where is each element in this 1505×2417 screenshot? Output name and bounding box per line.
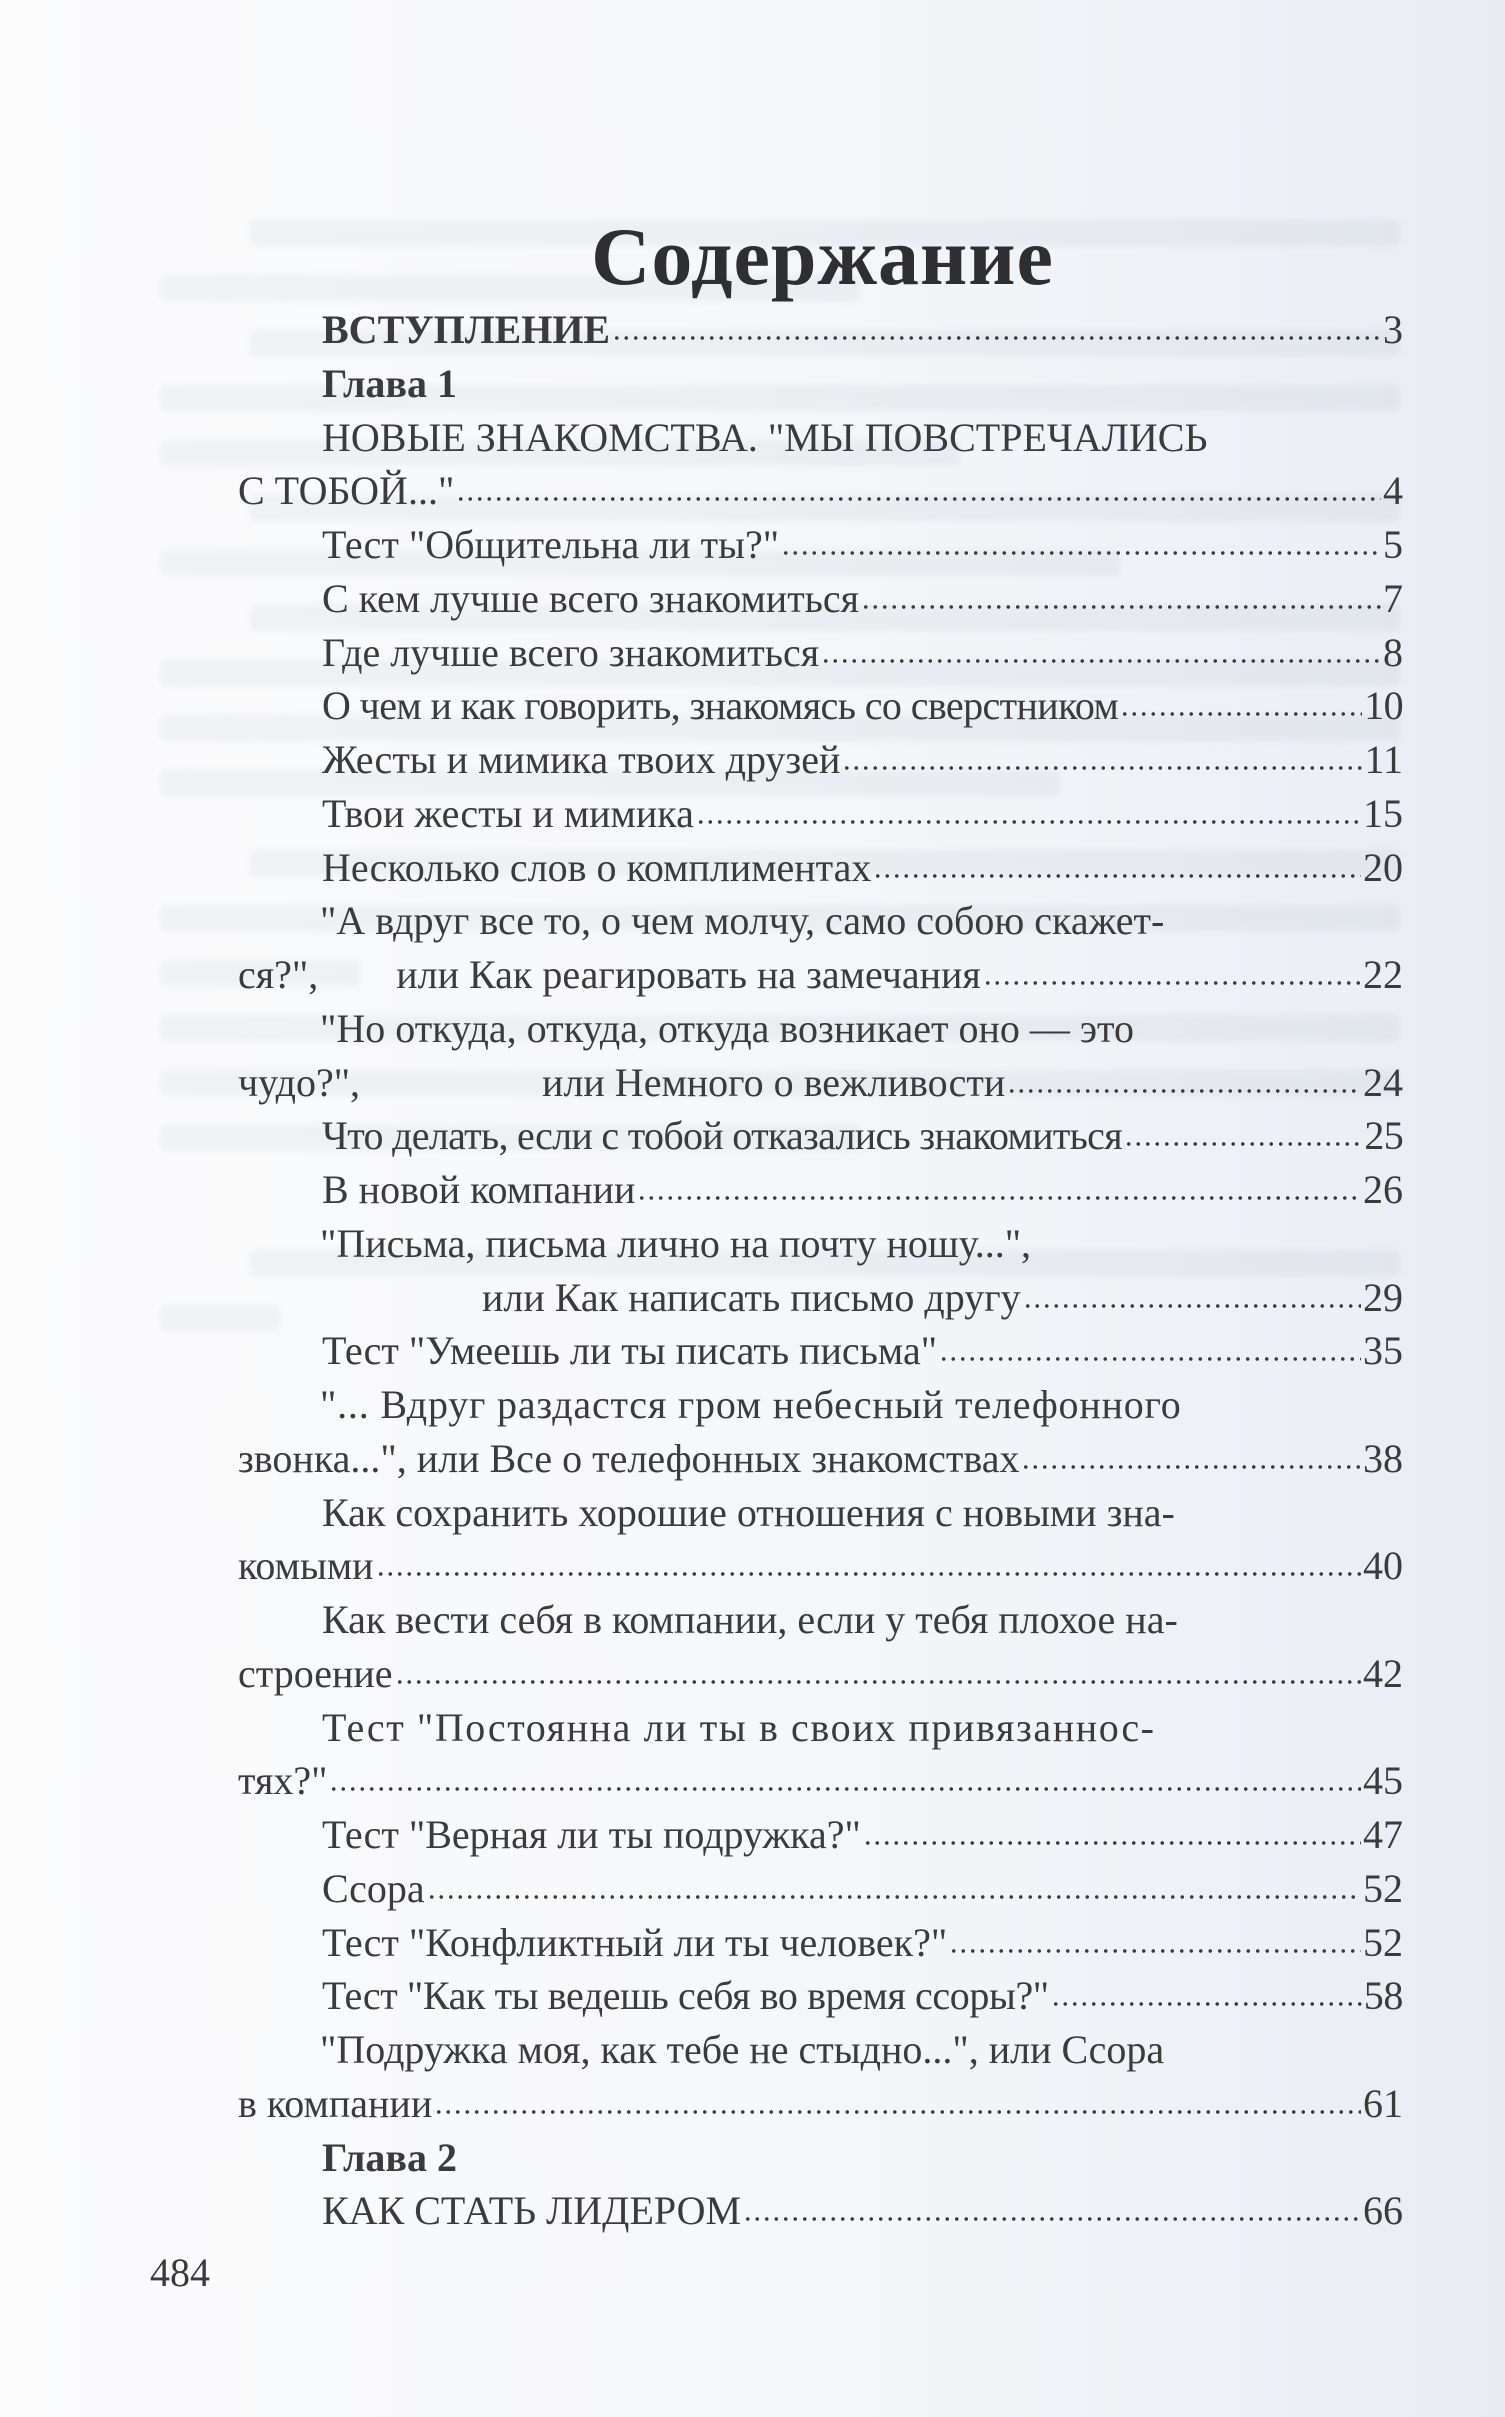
toc-entry-title: О чем и как говорить, знакомясь со сверстником [322,683,1119,728]
toc-entry[interactable] [238,1378,1403,1432]
toc-entry[interactable] [238,1109,1403,1163]
toc-entry-page: 42 [1363,1651,1403,1696]
toc-entry-title: НОВЫЕ ЗНАКОМСТВА. "МЫ ПОВСТРЕЧАЛИСЬ [322,415,1208,460]
dot-leader [696,817,1361,827]
toc-entry-page: 26 [1363,1167,1403,1212]
toc-entry-title: чудо?", [238,1060,361,1105]
toc-entry-title: ся?", [238,952,319,997]
toc-entry-page: 66 [1363,2188,1403,2233]
page-title: Содержание [591,211,1054,302]
dot-leader [743,2214,1361,2224]
toc-entry-page: 8 [1383,630,1403,675]
toc-entry[interactable] [238,1808,1403,1862]
toc-entry-page: 38 [1363,1436,1403,1481]
dot-leader [939,1354,1361,1364]
toc-entry-continuation[interactable] [238,1432,1403,1486]
dot-leader [821,656,1381,666]
dot-leader [949,1946,1361,1956]
dot-leader [1007,1086,1361,1096]
toc-entry-continuation[interactable] [238,1539,1403,1593]
toc-entry-title: Как вести себя в компании, если у тебя плохое на- [322,1597,1178,1642]
toc-entry-title: "Письма, письма лично на почту ношу...", [320,1221,1032,1266]
toc-entry-title: Что делать, если с тобой отказались знакомиться [322,1113,1122,1158]
toc-entry-title: В новой компании [322,1167,636,1212]
page-number: 484 [150,2250,210,2295]
toc-entry-title: "Подружка моя, как тебе не стыдно...", или Ссора [320,2027,1165,2072]
dot-leader [1021,1462,1361,1472]
toc-entry[interactable] [238,1324,1403,1378]
toc-entry-page: 24 [1363,1060,1403,1105]
toc-entry[interactable] [238,518,1403,572]
toc-entry-subtitle: или Немного о вежливости [542,1060,1006,1105]
toc-entry[interactable] [238,733,1403,787]
toc-entry[interactable] [238,1701,1403,1755]
toc-entry-continuation[interactable] [238,1754,1403,1808]
dot-leader [1051,1999,1362,2009]
dot-leader [863,1838,1361,1848]
toc-entry[interactable] [238,1862,1403,1916]
toc-entry-title: Тест "Конфликтный ли ты человек?" [322,1920,948,1965]
toc-entry-title: в компании [238,2081,433,2126]
toc-entry[interactable] [238,1217,1403,1271]
toc-entry[interactable] [238,841,1403,895]
dot-leader [456,494,1381,504]
toc-entry-title: Тест "Общительна ли ты?" [322,522,780,567]
toc-entry-page: 4 [1383,468,1403,513]
toc-entry-title: "А вдруг все то, о чем молчу, само собою скажет- [320,898,1165,943]
toc-entry-page: 5 [1383,522,1403,567]
toc-entry-page: 61 [1363,2081,1403,2126]
toc-entry[interactable] [238,1593,1403,1647]
toc-entry-continuation[interactable] [238,1647,1403,1701]
dot-leader [781,548,1381,558]
toc-entry-page: 20 [1363,845,1403,890]
toc-entry-page: 3 [1383,307,1403,352]
toc-entry-page: 25 [1364,1113,1403,1158]
toc-entry-page: 11 [1364,737,1403,782]
toc-entry[interactable] [238,787,1403,841]
toc-entry-subtitle: или Как реагировать на замечания [396,952,981,997]
toc-entry[interactable] [238,626,1403,680]
toc-entry-title: С кем лучше всего знакомиться [322,576,860,621]
toc-entry[interactable] [238,1486,1403,1540]
toc-entry-page: 45 [1363,1758,1403,1803]
dot-leader [329,1784,1361,1794]
toc-entry-continuation[interactable] [238,1056,1403,1110]
toc-entry[interactable] [238,894,1403,948]
toc-entry-title: Тест "Верная ли ты подружка?" [322,1812,861,1857]
toc-entry-page: 7 [1383,576,1403,621]
dot-leader [1124,1139,1362,1149]
dot-leader [1023,1301,1361,1311]
chapter-label: Глава 1 [322,361,457,406]
toc-entry-title: Жесты и мимика твоих друзей [322,737,841,782]
toc-entry-title: Ссора [322,1866,425,1911]
dot-leader [434,2107,1361,2117]
toc-entry[interactable] [238,1002,1403,1056]
toc-entry-page: 35 [1363,1328,1403,1373]
toc-entry-title: или Как написать письмо другу [482,1275,1021,1320]
toc-entry-continuation[interactable] [238,464,1403,518]
dot-leader [873,871,1361,881]
toc-entry-page: 22 [1363,952,1403,997]
toc-entry-title: "... Вдруг раздастся гром небесный телефонного [320,1382,1182,1427]
dot-leader [376,1569,1361,1579]
toc-entry-title: Твои жесты и мимика [322,791,694,836]
toc-entry[interactable] [238,679,1403,733]
toc-entry-title: Тест "Как ты ведешь себя во время ссоры?" [322,1973,1049,2018]
toc-entry-title: С ТОБОЙ..." [238,468,455,513]
toc-entry-title: Как сохранить хорошие отношения с новыми зна- [322,1490,1175,1535]
toc-entry[interactable] [238,1969,1403,2023]
dot-leader [427,1892,1361,1902]
dot-leader [612,333,1381,343]
toc-entry-page: 15 [1363,791,1403,836]
toc-entry[interactable] [238,303,1403,357]
chapter-label: Глава 2 [322,2135,457,2180]
toc-entry-title: комыми [238,1543,374,1588]
toc-entry-title: Тест "Умеешь ли ты писать письма" [322,1328,938,1373]
toc-entry[interactable] [238,1163,1403,1217]
chapter-heading [238,357,1403,411]
toc-entry[interactable] [238,411,1403,465]
toc-entry-page: 40 [1363,1543,1403,1588]
toc-entry-title: Тест "Постоянна ли ты в своих привязаннос- [322,1705,1156,1750]
toc-entry-page: 58 [1363,1973,1403,2018]
dot-leader [637,1193,1361,1203]
toc-entry[interactable] [238,1916,1403,1970]
toc-entry-page: 52 [1363,1866,1403,1911]
toc-entry-page: 52 [1363,1920,1403,1965]
toc-entry[interactable] [238,2184,1403,2238]
toc-entry-title: строение [238,1651,393,1696]
chapter-heading [238,2131,1403,2185]
toc-entry-continuation[interactable] [238,1271,1403,1325]
toc-entry-title: Где лучше всего знакомиться [322,630,820,675]
toc-entry-title: ВСТУПЛЕНИЕ [322,307,611,352]
dot-leader [395,1677,1361,1687]
toc-entry-page: 10 [1364,683,1403,728]
dot-leader [1120,709,1362,719]
toc-entry-title: "Но откуда, откуда, откуда возникает оно — это [320,1006,1135,1051]
toc-entry-continuation[interactable] [238,2077,1403,2131]
dot-leader [861,602,1381,612]
dot-leader [983,978,1361,988]
toc-entry-page: 47 [1363,1812,1403,1857]
dot-leader [842,763,1362,773]
toc-entry-page: 29 [1363,1275,1403,1320]
toc-entry-title: Несколько слов о комплиментах [322,845,872,890]
toc-entry-title: КАК СТАТЬ ЛИДЕРОМ [322,2188,742,2233]
toc-entry-continuation[interactable] [238,948,1403,1002]
toc-entry[interactable] [238,572,1403,626]
toc-entry[interactable] [238,2023,1403,2077]
toc-entry-title: тях?" [238,1758,328,1803]
toc-entry-title: звонка...", или Все о телефонных знакомствах [238,1436,1020,1481]
